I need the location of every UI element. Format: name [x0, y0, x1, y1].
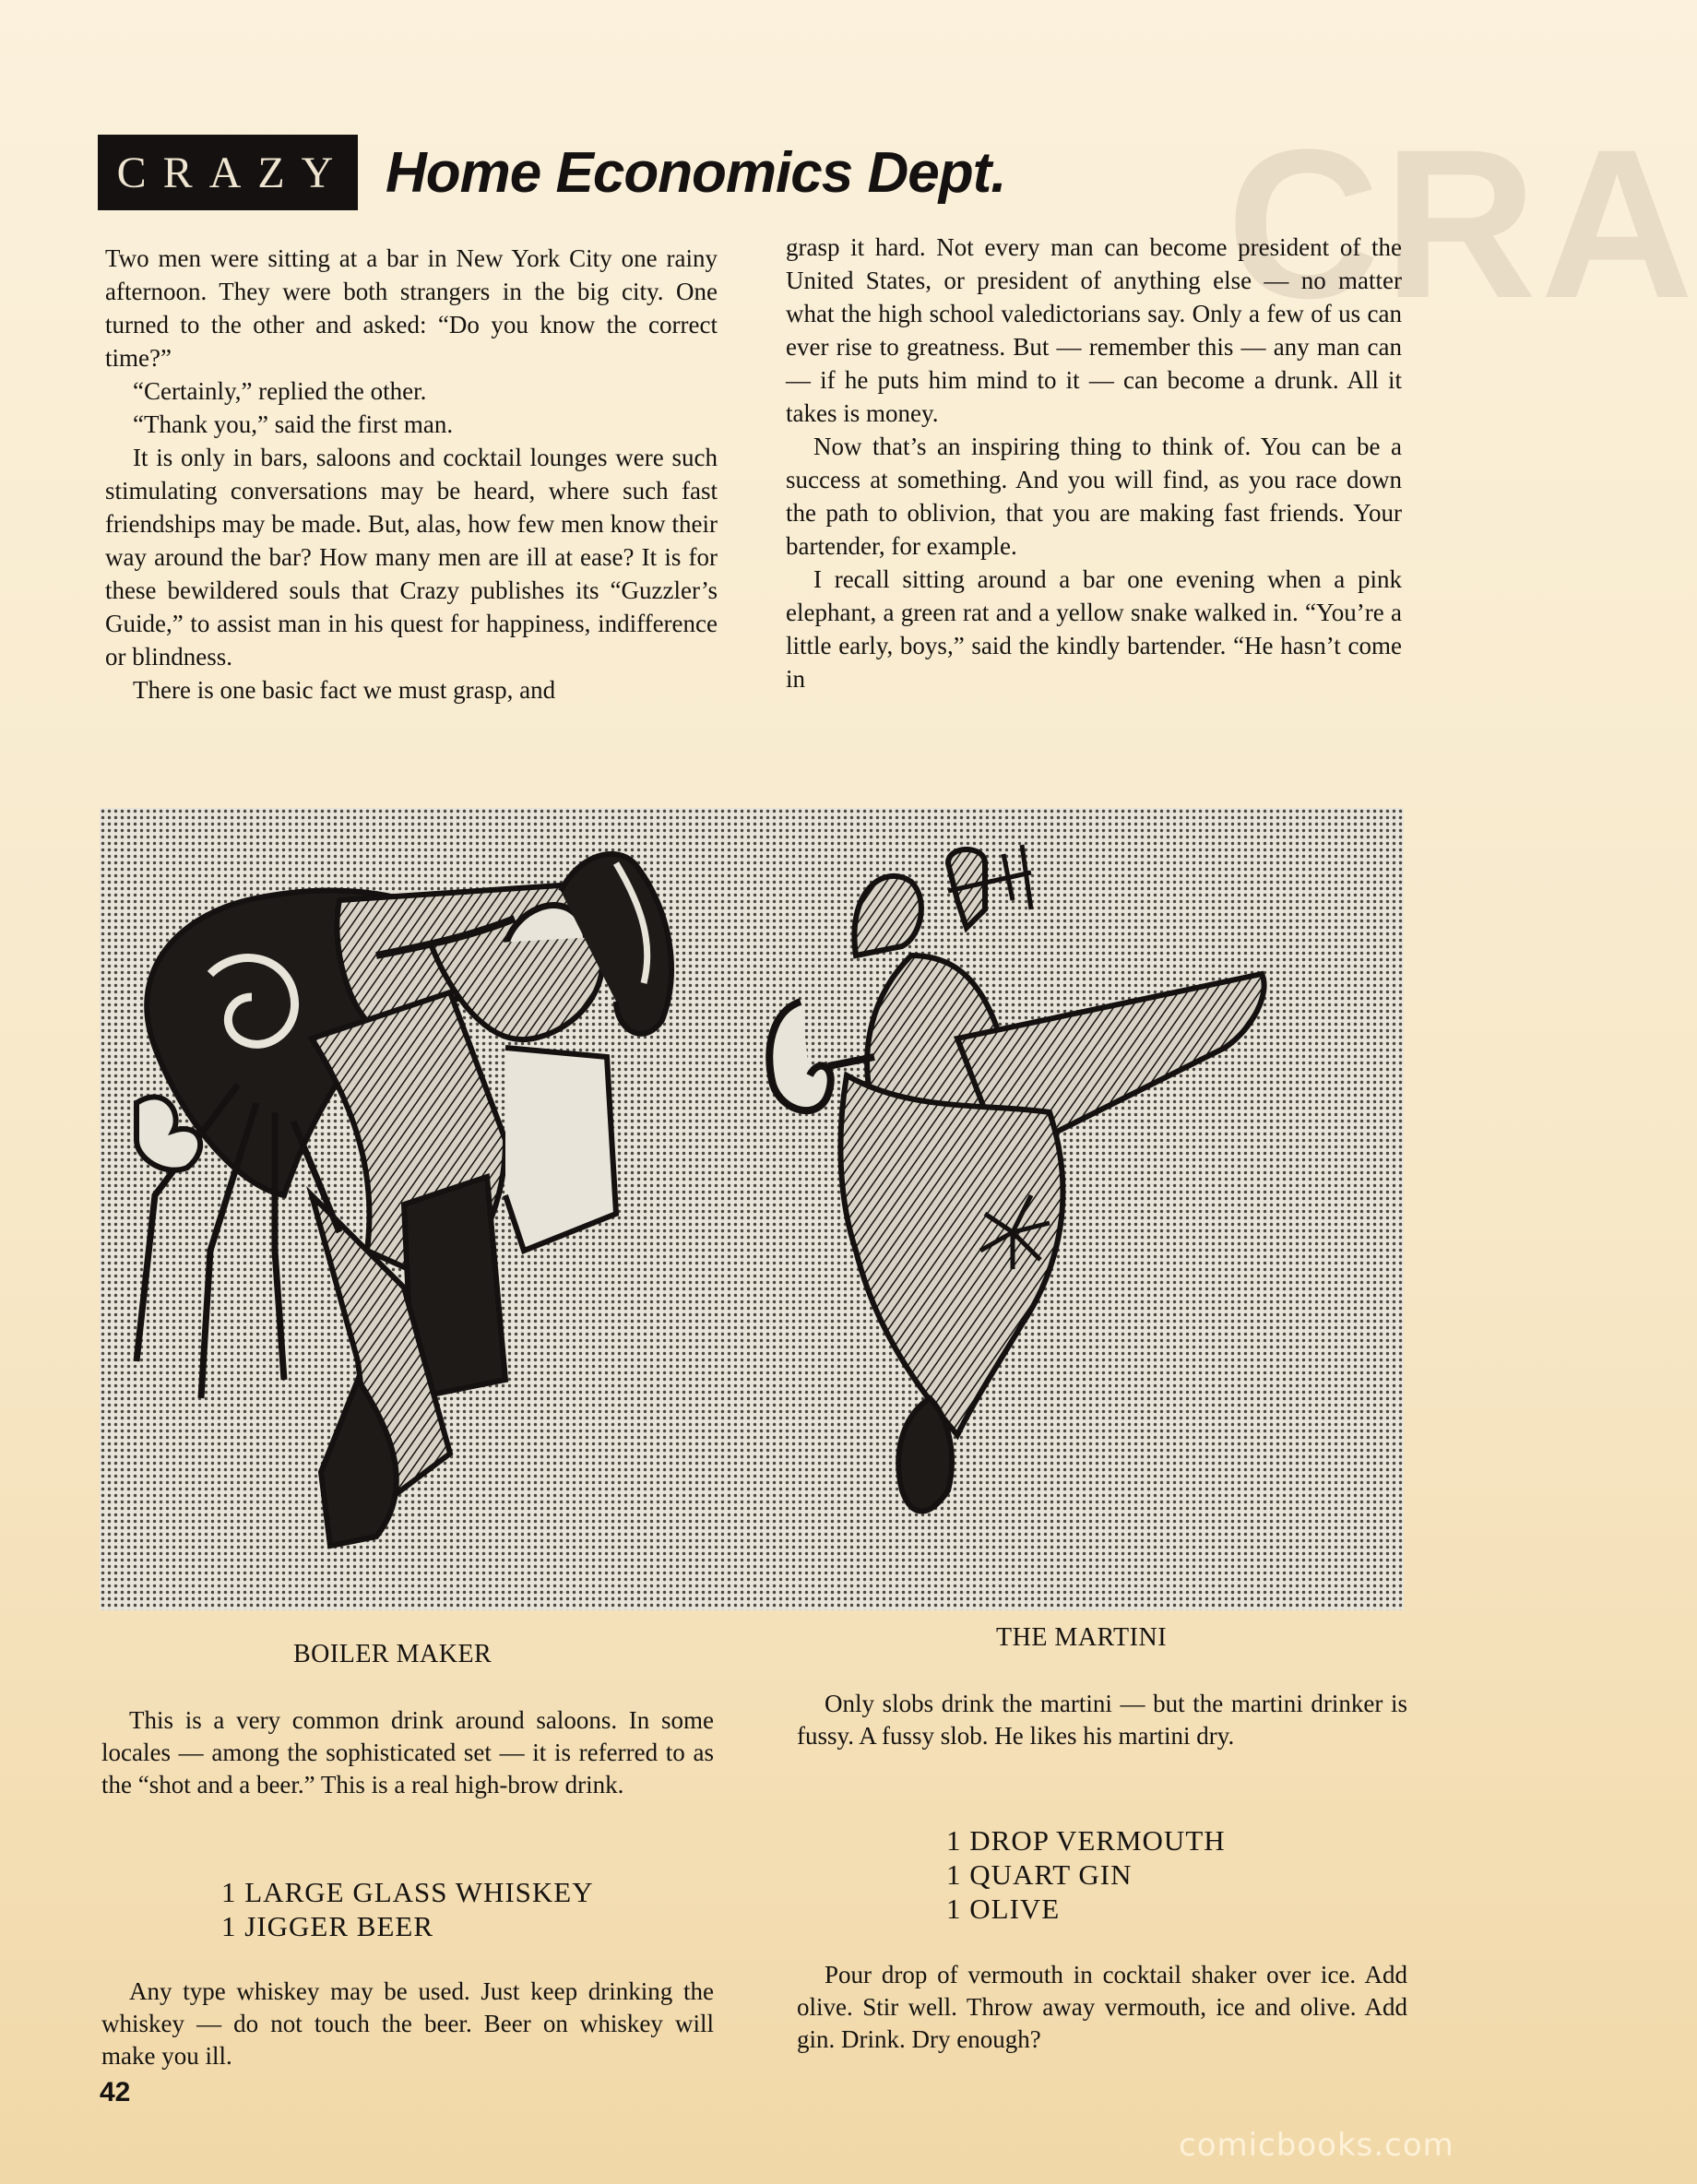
intro-paragraph: “Certainly,” replied the other. — [133, 377, 427, 405]
recipe-line: 1 OLIVE — [946, 1893, 1061, 1925]
recipe-line: 1 DROP VERMOUTH — [946, 1824, 1226, 1857]
crazy-badge: CRAZY — [98, 135, 358, 210]
intro-column-left — [105, 242, 718, 706]
boiler-maker-caption: BOILER MAKER — [293, 1640, 492, 1668]
recipe-line: 1 QUART GIN — [946, 1858, 1133, 1891]
intro-column-right — [786, 231, 1402, 695]
martini-intro-text: Only slobs drink the martini — but the martini drinker is fussy. A fussy slob. He likes his martini dry. — [797, 1690, 1407, 1750]
intro-paragraph: grasp it hard. Not every man can become president of the United States, or president of anything else — no matter what the high school valedictorians say. Only a few of us can ever rise to greatness. But — remember this — any man can — if he puts him mind to it — can become a drunk. All it takes is money. — [786, 233, 1402, 427]
recipe-line: 1 JIGGER BEER — [221, 1910, 433, 1942]
page-title: Home Economics Dept. — [386, 140, 1006, 205]
boiler-maker-intro — [101, 1704, 714, 1801]
boiler-maker-directions — [101, 1976, 714, 2072]
intro-paragraph: Two men were sitting at a bar in New York City one rainy afternoon. They were both strangers in the big city. One turned to the other and asked: “Do you know the correct time?” — [105, 244, 718, 372]
intro-paragraph: “Thank you,” said the first man. — [133, 410, 454, 438]
martini-directions — [797, 1959, 1407, 2056]
martini-recipe — [946, 1823, 1226, 1926]
intro-paragraph: I recall sitting around a bar one evening when a pink elephant, a green rat and a yellow snake walked in. “You’re a little early, boys,” said the kindly bartender. “He hasn’t come in — [786, 565, 1402, 693]
section-header — [98, 135, 1005, 210]
intro-paragraph: Now that’s an inspiring thing to think of. You can be a success at something. And you will find, as you race down the path to oblivion, that you are making fast friends. Your bartender, for example. — [786, 433, 1402, 560]
boiler-maker-directions-text: Any type whiskey may be used. Just keep drinking the whiskey — do not touch the beer. Beer on whiskey will make you ill. — [101, 1977, 714, 2070]
martini-intro — [797, 1688, 1407, 1752]
page-number: 42 — [100, 2077, 131, 2107]
site-watermark: comicbooks.com — [1179, 2127, 1454, 2164]
recipe-line: 1 LARGE GLASS WHISKEY — [221, 1876, 594, 1908]
cartoon-illustration — [100, 808, 1404, 1610]
intro-paragraph: It is only in bars, saloons and cocktail lounges were such stimulating conversations may be heard, where such fast friendships may be made. But, alas, how few men know their way around the bar? How many men are ill at ease? It is for these bewildered souls that Crazy publishes its “Guzzler’s Guide,” to assist man in his quest for happiness, indifference or blindness. — [105, 444, 718, 671]
background-ghost-lettering: CRA — [1227, 105, 1697, 342]
martini-caption: THE MARTINI — [996, 1623, 1168, 1652]
martini-directions-text: Pour drop of vermouth in cocktail shaker over ice. Add olive. Stir well. Throw away vermouth, ice and olive. Add gin. Drink. Dry enough? — [797, 1961, 1407, 2053]
boiler-maker-intro-text: This is a very common drink around saloons. In some locales — among the sophisticated set — it is referred to as the “shot and a beer.” This is a real high-brow drink. — [101, 1706, 714, 1798]
intro-paragraph: There is one basic fact we must grasp, and — [133, 676, 556, 704]
boiler-maker-recipe — [221, 1875, 594, 1943]
